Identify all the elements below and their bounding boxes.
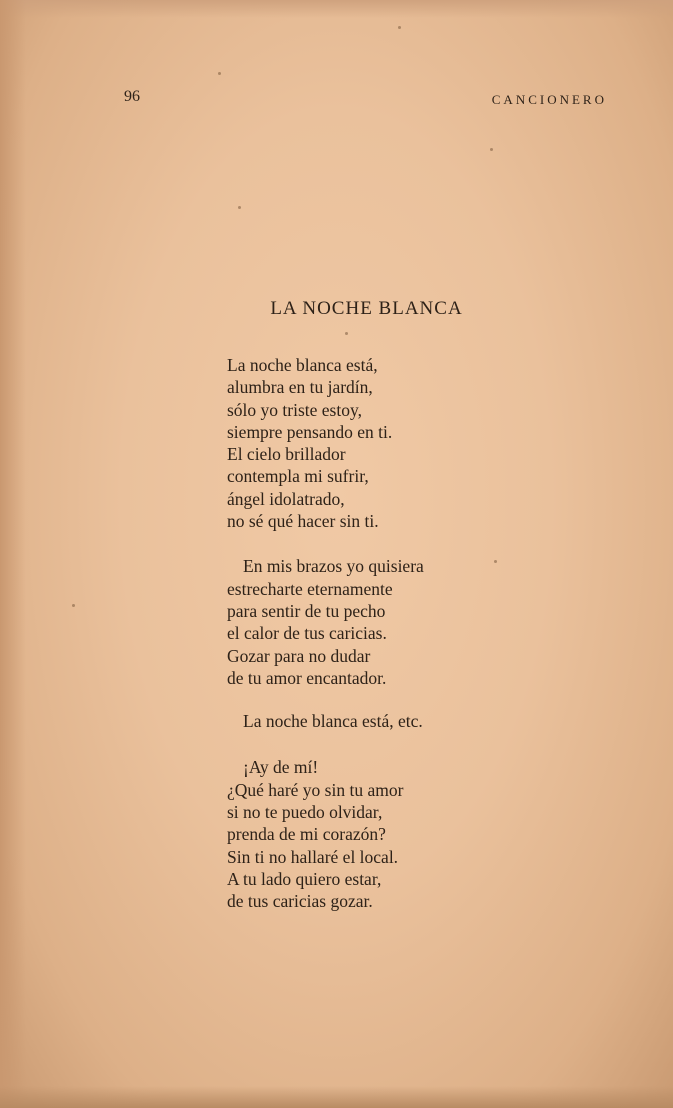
paper-speck — [238, 206, 241, 209]
poem-line: no sé qué hacer sin ti. — [227, 511, 379, 532]
poem-line: de tu amor encantador. — [227, 667, 387, 688]
poem-line: alumbra en tu jardín, — [227, 377, 373, 398]
poem-line: estrecharte eternamente — [227, 578, 393, 599]
running-head: CANCIONERO — [491, 92, 607, 107]
page-edge-top — [0, 0, 673, 18]
paper-speck — [490, 148, 493, 151]
poem-line: siempre pensando en ti. — [227, 421, 393, 442]
page-edge-left — [0, 0, 26, 1108]
poem-line: para sentir de tu pecho — [227, 600, 386, 621]
poem-line: sólo yo triste estoy, — [227, 399, 362, 420]
poem-line: ¿Qué haré yo sin tu amor — [227, 779, 404, 800]
poem-line: A tu lado quiero estar, — [227, 868, 382, 889]
poem-line: Gozar para no dudar — [227, 645, 371, 666]
page-edge-bottom — [0, 1086, 673, 1108]
paper-speck — [345, 332, 348, 335]
stanza — [227, 756, 547, 912]
poem-line: de tus caricias gozar. — [227, 891, 373, 912]
page-header — [0, 88, 673, 116]
poem-line: si no te puedo olvidar, — [227, 802, 383, 823]
page-number: 96 — [124, 88, 140, 105]
paper-speck — [72, 604, 75, 607]
poem-line: ¡Ay de mí! — [243, 757, 319, 778]
poem-line: ángel idolatrado, — [227, 488, 345, 509]
poem-body — [227, 354, 547, 913]
poem-line: Sin ti no hallaré el local. — [227, 846, 399, 867]
stanza — [227, 354, 547, 532]
poem-line: La noche blanca está, — [227, 355, 378, 375]
stanza — [227, 555, 547, 689]
poem-line: prenda de mi corazón? — [227, 824, 386, 845]
paper-speck — [398, 26, 401, 29]
poem-line: En mis brazos yo quisiera — [243, 556, 424, 577]
paper-speck — [218, 72, 221, 75]
poem-line: el calor de tus caricias. — [227, 623, 387, 644]
stanza — [227, 710, 547, 732]
poem-line: El cielo brillador — [227, 444, 346, 465]
poem-line: contempla mi sufrir, — [227, 466, 369, 487]
poem-title: LA NOCHE BLANCA — [270, 298, 463, 319]
poem-line: La noche blanca está, etc. — [243, 711, 423, 732]
